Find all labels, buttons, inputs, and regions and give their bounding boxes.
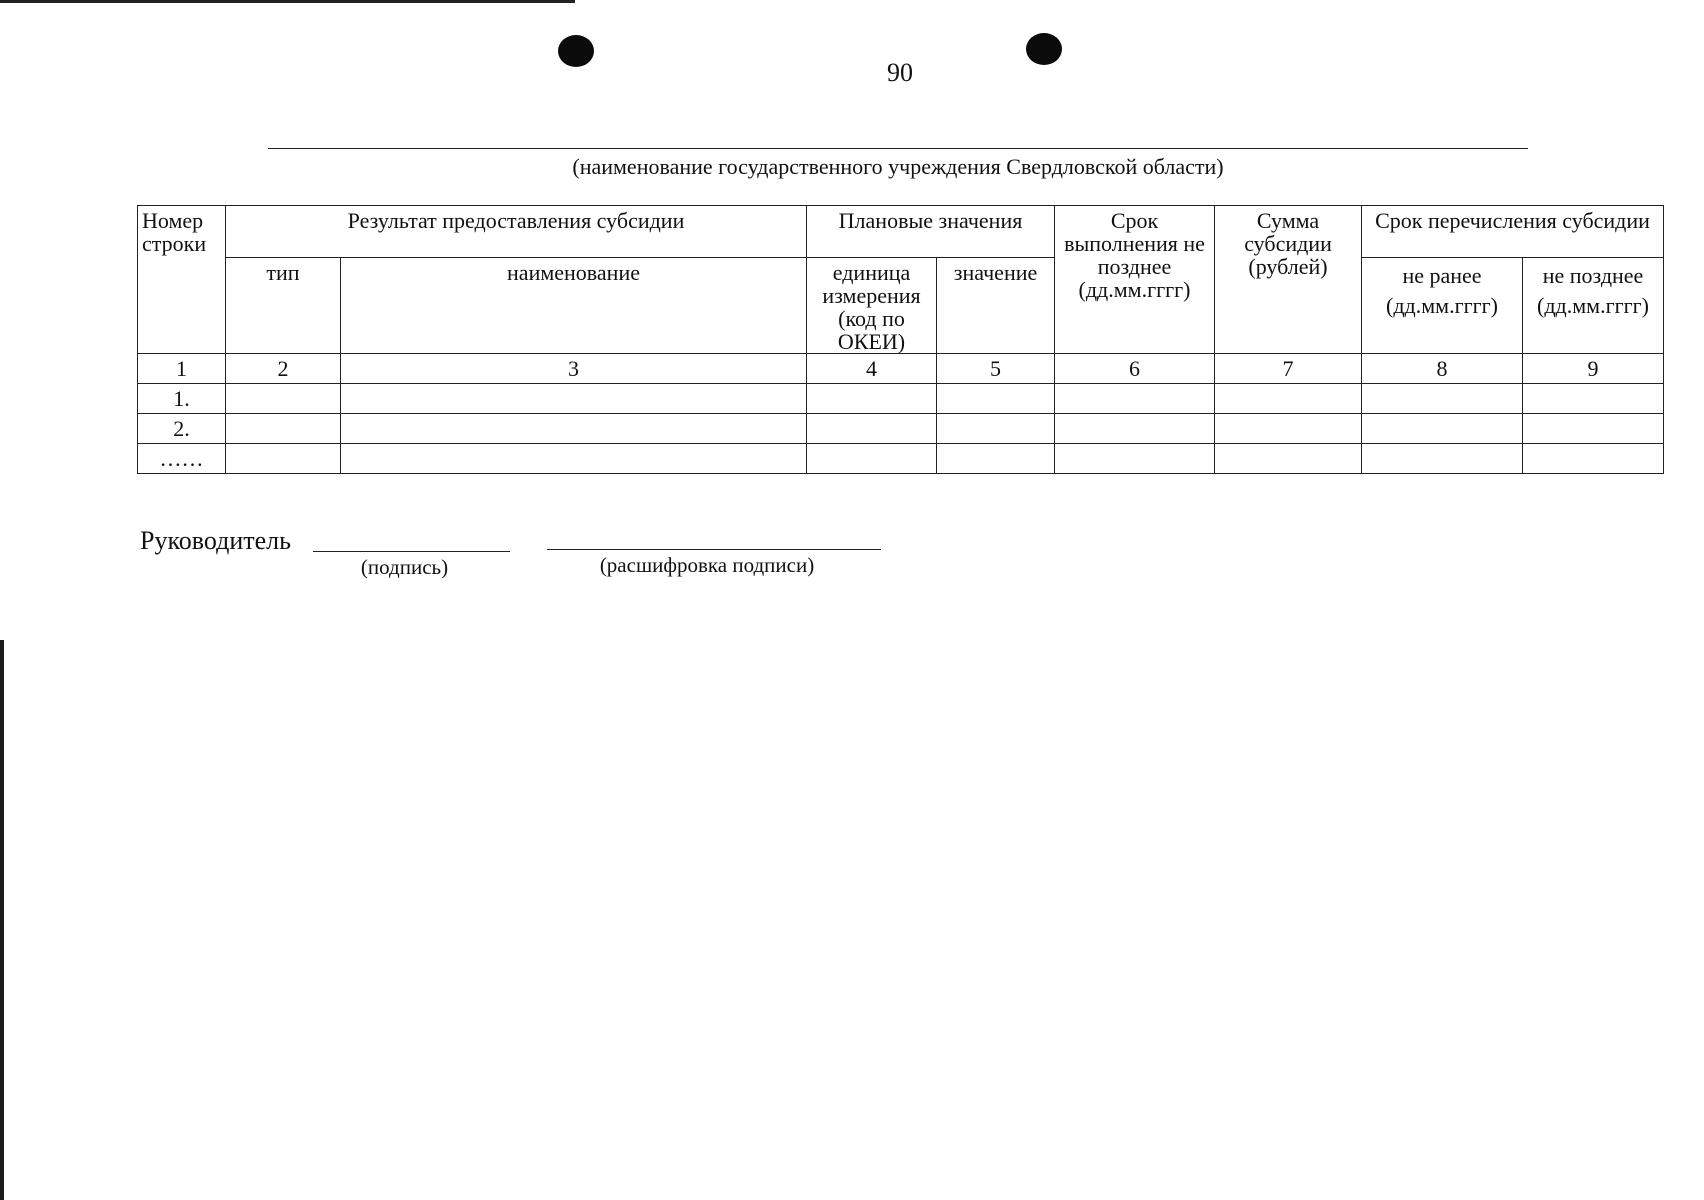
column-number: 4 bbox=[807, 354, 937, 384]
header-not-earlier: не ранее (дд.мм.гггг) bbox=[1362, 258, 1523, 354]
header-value: значение bbox=[937, 258, 1055, 354]
header-row-2 bbox=[138, 258, 1664, 354]
column-number: 9 bbox=[1523, 354, 1664, 384]
table-row bbox=[138, 414, 1664, 444]
table-cell bbox=[1362, 444, 1523, 474]
page-number: 90 bbox=[887, 58, 913, 87]
signature-decoding-line bbox=[547, 549, 881, 550]
header-type: тип bbox=[226, 258, 341, 354]
header-transfer-group: Срок перечисления субсидии bbox=[1362, 206, 1664, 258]
table-cell bbox=[937, 384, 1055, 414]
table-cell bbox=[937, 414, 1055, 444]
header-result-group: Результат предоставления субсидии bbox=[226, 206, 807, 258]
header-row-number: Номер строки bbox=[138, 206, 226, 354]
table-cell bbox=[341, 414, 807, 444]
table-cell bbox=[1523, 384, 1664, 414]
table-cell bbox=[341, 444, 807, 474]
row-label: 1. bbox=[138, 384, 226, 414]
table-cell bbox=[1055, 384, 1215, 414]
punch-hole-left bbox=[558, 35, 594, 67]
column-number: 1 bbox=[138, 354, 226, 384]
row-label: …… bbox=[138, 444, 226, 474]
signature-decoding-caption: (расшифровка подписи) bbox=[599, 553, 815, 577]
table-cell bbox=[807, 414, 937, 444]
header-not-later: не позднее (дд.мм.гггг) bbox=[1523, 258, 1664, 354]
header-deadline: Срок выполнения не позднее (дд.мм.гггг) bbox=[1055, 206, 1215, 354]
header-name: наименование bbox=[341, 258, 807, 354]
table-cell bbox=[341, 384, 807, 414]
table-cell bbox=[1523, 444, 1664, 474]
org-name-line bbox=[268, 148, 1528, 149]
row-label: 2. bbox=[138, 414, 226, 444]
org-name-caption: (наименование государственного учреждения Свердловской области) bbox=[572, 154, 1224, 179]
header-amount: Сумма субсидии (рублей) bbox=[1215, 206, 1362, 354]
table-cell bbox=[226, 414, 341, 444]
table-cell bbox=[226, 444, 341, 474]
table-cell bbox=[937, 444, 1055, 474]
table-cell bbox=[807, 444, 937, 474]
column-number: 6 bbox=[1055, 354, 1215, 384]
header-plan-group: Плановые значения bbox=[807, 206, 1055, 258]
table-row bbox=[138, 444, 1664, 474]
table-cell bbox=[1362, 414, 1523, 444]
table-cell bbox=[1362, 384, 1523, 414]
punch-hole-right bbox=[1026, 33, 1062, 65]
header-row-1 bbox=[138, 206, 1664, 258]
subsidy-results-table bbox=[137, 205, 1664, 474]
table-cell bbox=[1055, 414, 1215, 444]
signature-label: Руководитель bbox=[140, 526, 291, 555]
column-number: 2 bbox=[226, 354, 341, 384]
table-cell bbox=[1523, 414, 1664, 444]
signature-line bbox=[313, 551, 510, 552]
column-number: 3 bbox=[341, 354, 807, 384]
table-row bbox=[138, 384, 1664, 414]
table-cell bbox=[1215, 384, 1362, 414]
header-unit: единица измерения (код по ОКЕИ) bbox=[807, 258, 937, 354]
column-number: 8 bbox=[1362, 354, 1523, 384]
column-number: 5 bbox=[937, 354, 1055, 384]
scan-left-edge bbox=[0, 640, 4, 1200]
column-number-row bbox=[138, 354, 1664, 384]
table-cell bbox=[1215, 414, 1362, 444]
table-cell bbox=[226, 384, 341, 414]
signature-caption: (подпись) bbox=[360, 555, 449, 579]
table-cell bbox=[1215, 444, 1362, 474]
table-cell bbox=[1055, 444, 1215, 474]
table-cell bbox=[807, 384, 937, 414]
scan-top-edge bbox=[0, 0, 575, 3]
column-number: 7 bbox=[1215, 354, 1362, 384]
